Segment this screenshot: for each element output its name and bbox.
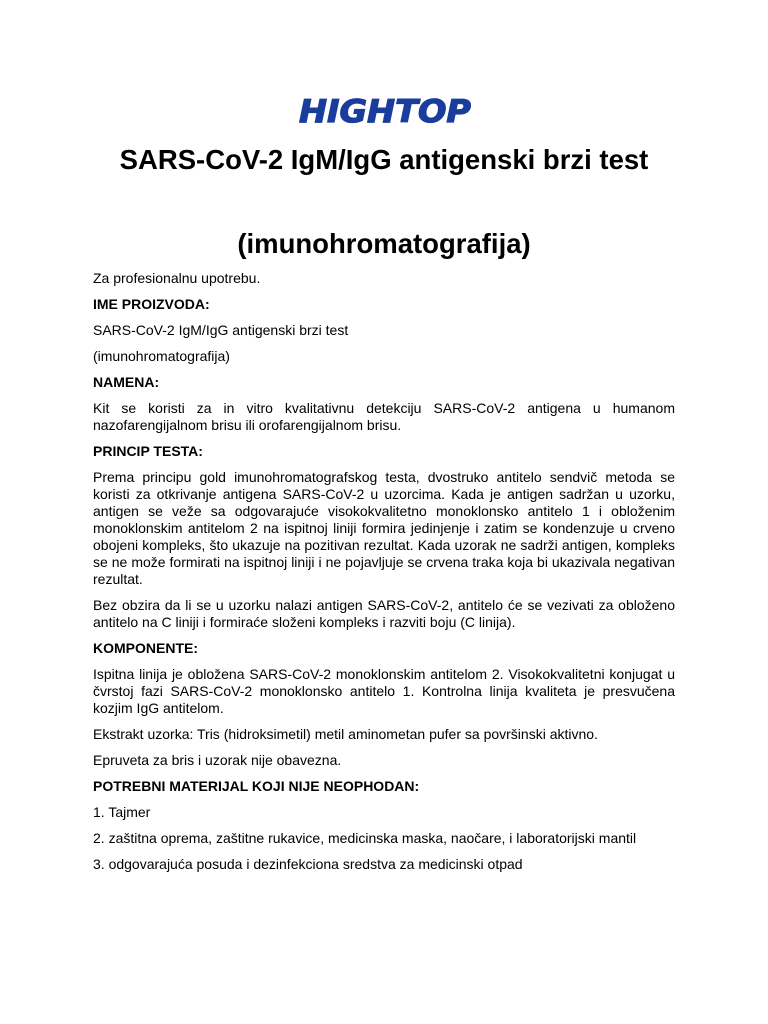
purpose-text: Kit se koristi za in vitro kvalitativnu detekciju SARS-CoV-2 antigena u humanom nazofarengijalnom brisu ili orofarengijalnom brisu. [93, 400, 675, 433]
document-body [93, 270, 675, 882]
purpose-heading: NAMENA: [93, 374, 160, 390]
materials-item-3: 3. odgovarajuća posuda i dezinfekciona sredstva za medicinski otpad [93, 856, 523, 872]
intro-text: Za profesionalnu upotrebu. [93, 270, 261, 286]
principle-paragraph-1: Prema principu gold imunohromatografskog testa, dvostruko antitelo sendvič metoda se koristi za otkrivanje antigena SARS-CoV-2 u uzorcima. Kada je antigen sadržan u uzorku, antigen se veže sa odgovarajuće visokokvalitetno monoklonsko antitelo 1 i obloženim monoklonskim antitelom 2 na ispitnoj liniji formira jedinjenje i zatim se kondenzuje u crveno obojeni kompleks, što ukazuje na pozitivan rezultat. Kada uzorak ne sadrži antigen, kompleks se ne može formirati na ispitnoj liniji i ne pojavljuje se crvena traka koja bi ukazivala negativan rezultat. [93, 469, 675, 587]
components-paragraph-3: Epruveta za bris i uzorak nije obavezna. [93, 752, 342, 768]
product-name-heading: IME PROIZVODA: [93, 296, 210, 312]
logo-wordmark: HIGHTOP [299, 94, 471, 129]
document-title: SARS-CoV-2 IgM/IgG antigenski brzi test [119, 144, 649, 175]
materials-item-1: 1. Tajmer [93, 804, 151, 820]
components-paragraph-1: Ispitna linija je obložena SARS-CoV-2 monoklonskim antitelom 2. Visokokvalitetni konjugat u čvrstoj fazi SARS-CoV-2 monoklonsko antitelo 1. Kontrolna linija kvaliteta je presvučena kozjim IgG antitelom. [93, 666, 675, 716]
document-subtitle: (imunohromatografija) [237, 228, 531, 259]
components-heading: KOMPONENTE: [93, 640, 198, 656]
components-paragraph-2: Ekstrakt uzorka: Tris (hidroksimetil) metil aminometan pufer sa površinski aktivno. [93, 726, 598, 742]
hightop-logo-graphic [299, 93, 471, 129]
materials-heading: POTREBNI MATERIJAL KOJI NIJE NEOPHODAN: [93, 778, 420, 794]
materials-item-2: 2. zaštitna oprema, zaštitne rukavice, medicinska maska, naočare, i laboratorijski mantil [93, 830, 637, 846]
product-name-line-2: (imunohromatografija) [93, 348, 230, 364]
principle-heading: PRINCIP TESTA: [93, 443, 203, 459]
principle-paragraph-2: Bez obzira da li se u uzorku nalazi antigen SARS-CoV-2, antitelo će se vezivati za obloženo antitelo na C liniji i formiraće složeni kompleks i razviti boju (C linija). [93, 597, 675, 630]
product-name-line-1: SARS-CoV-2 IgM/IgG antigenski brzi test [93, 322, 349, 338]
hightop-logo [299, 93, 471, 129]
